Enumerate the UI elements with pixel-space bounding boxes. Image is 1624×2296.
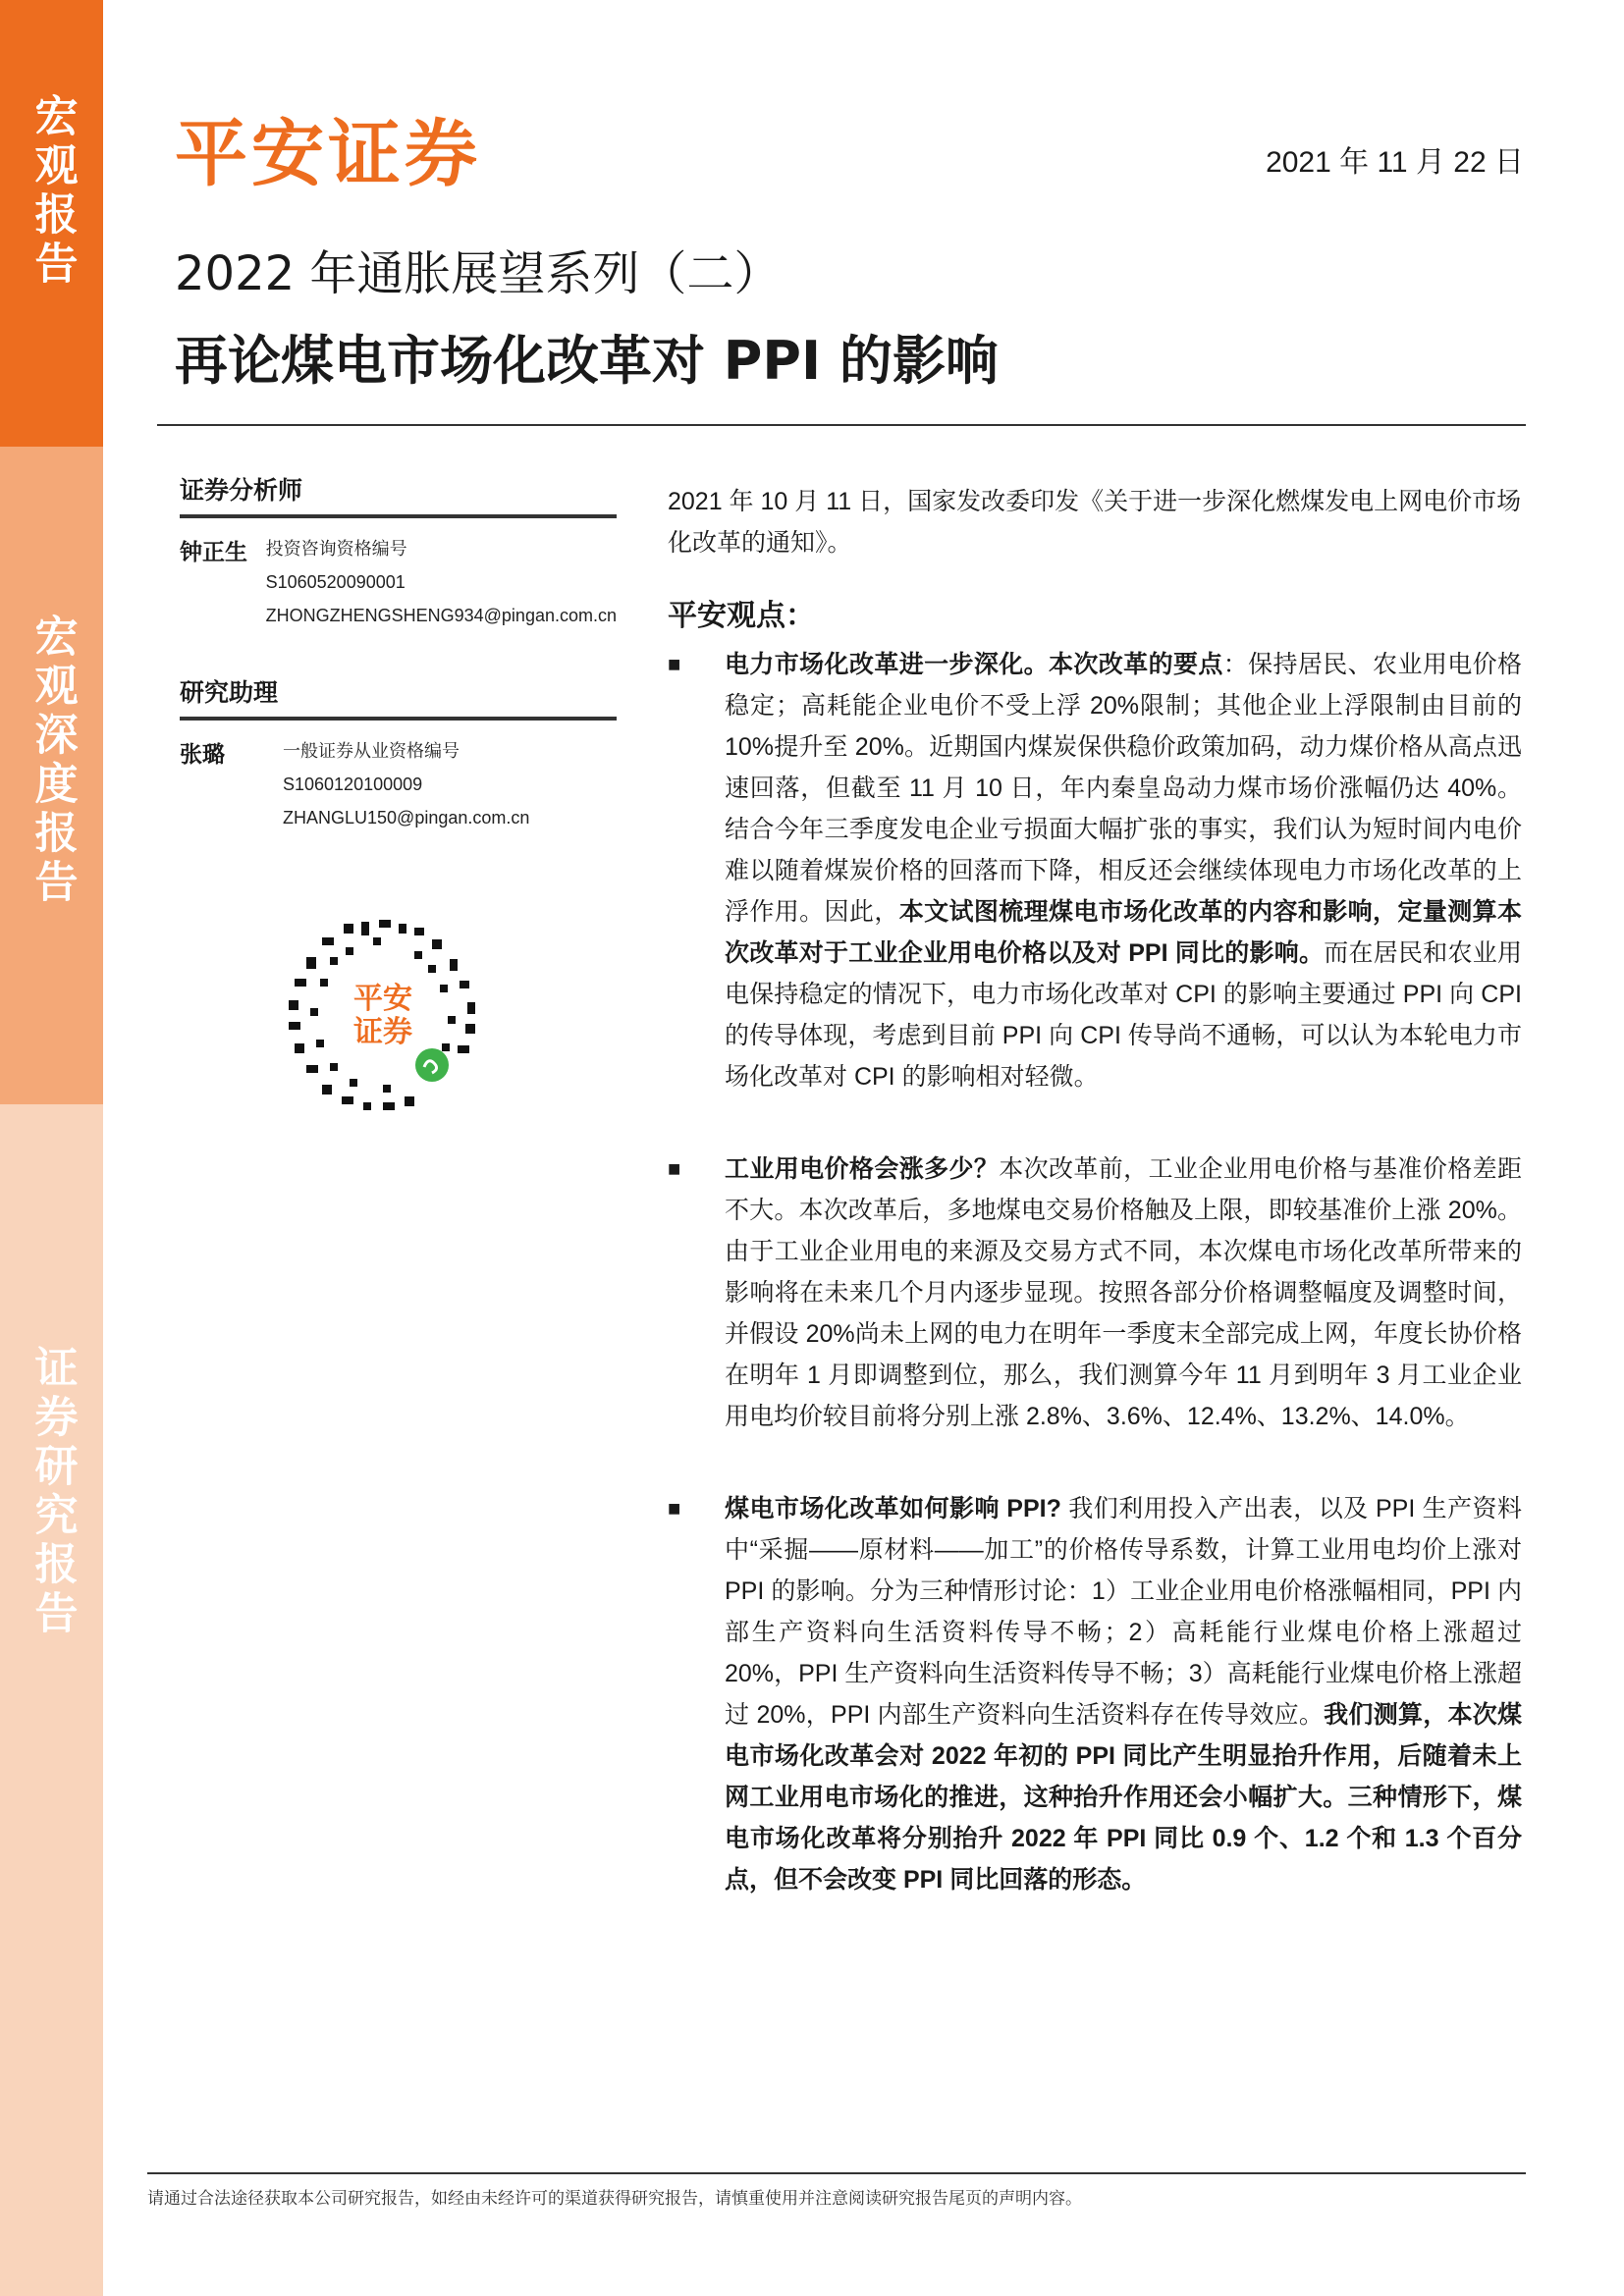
analyst-entry (180, 532, 617, 632)
title-divider (157, 424, 1526, 426)
report-summary (668, 481, 1522, 1951)
bullet-segment: 本次改革前，工业企业用电价格与基准价格差距不大。本次改革后，多地煤电交易价格触及上限，即较基准价上涨 20%。由于工业企业用电的来源及交易方式不同，本次煤电市场化改革所带来的影响将在未来几个月内逐步显现。按照各部分价格调整幅度及调整时间，并假设 20%尚未上网的电力在明年一季度末全部完成上网，年度长协价格在明年 1 月即调整到位，那么，我们测算今年 11 月到明年 3 月工业企业用电均价较目前将分别上涨 2.8%、3.6%、12.4%、13.2%、14.0%。 (725, 1155, 1522, 1430)
qr-code[interactable] (285, 918, 481, 1114)
bullet-segment: 我们利用投入产出表，以及 PPI 生产资料中“采掘——原材料——加工”的价格传导系数，计算工业用电均价上涨对 PPI 的影响。分为三种情形讨论：1）工业企业用电价格涨幅相同，PPI 内部生产资料向生活资料传导不畅；2）高耗能行业煤电价格上涨超过 20%，PPI 生产资料向生活资料传导不畅；3）高耗能行业煤电价格上涨超过 20%，PPI 内部生产资料向生活资料存在传导效应。 (725, 1495, 1522, 1729)
assistant-info (283, 734, 529, 834)
bullet-segment: 煤电市场化改革如何影响 PPI? (725, 1495, 1061, 1522)
qr-logo-text-2: 证券 (353, 1015, 412, 1049)
bullet-text (725, 1488, 1522, 1900)
bullet-segment: 电力市场化改革进一步深化。本次改革的要点 (725, 651, 1223, 678)
assistant-qualification-label: 一般证券从业资格编号 (283, 741, 460, 761)
bullet-square-icon: ■ (668, 1496, 681, 1521)
assistant-email[interactable]: ZHANGLU150@pingan.com.cn (283, 808, 530, 828)
analyst-info (266, 532, 617, 632)
bullet-text (725, 644, 1522, 1097)
mini-program-icon (415, 1048, 449, 1082)
qr-logo-text-1: 平安 (353, 982, 412, 1016)
sidebar-tab-label: 证券研究报告 (27, 1345, 78, 1639)
analyst-name: 钟正生 (180, 539, 247, 564)
assistant-cert-number: S1060120100009 (283, 774, 423, 794)
assistants-heading: 研究助理 (180, 673, 617, 721)
bullet-segment: 本文试图梳理煤电市场化改革的内容和影响，定量测算本次改革对于工业企业用电价格以及对 PPI 同比的影响。 (725, 898, 1522, 967)
company-logo: 平安证券 (175, 112, 481, 196)
sidebar-tab-label: 宏观报告 (27, 93, 78, 290)
assistant-name: 张璐 (180, 741, 225, 767)
report-date: 2021 年 11 月 22 日 (1266, 146, 1524, 179)
bullet-item (668, 644, 1522, 1097)
sidebar-tab-macro-report (0, 0, 103, 447)
bullet-segment: 我们测算，本次煤电市场化改革会对 2022 年初的 PPI 同比产生明显抬升作用，后随着未上网工业用电市场化的推进，这种抬升作用还会小幅扩大。三种情形下，煤电市场化改革将分别抬升 2022 年 PPI 同比 0.9 个、1.2 个和 1.3 个百分点，但不会改变 PPI 同比回落的形态。 (725, 1701, 1522, 1894)
viewpoint-heading: 平安观点： (668, 600, 815, 632)
footer-divider (147, 2172, 1526, 2174)
intro-paragraph: 2021 年 10 月 11 日，国家发改委印发《关于进一步深化燃煤发电上网电价市场化改革的通知》。 (668, 488, 1522, 557)
sidebar-tab-label: 宏观深度报告 (27, 614, 78, 908)
sidebar-tab-macro-in-depth (0, 447, 103, 1104)
bullet-item (668, 1148, 1522, 1437)
analysts-heading: 证券分析师 (180, 471, 617, 518)
bullet-text (725, 1148, 1522, 1437)
page-title: 再论煤电市场化改革对 PPI 的影响 (175, 330, 999, 392)
bullet-square-icon: ■ (668, 652, 681, 676)
bullet-segment: ：保持居民、农业用电价格稳定；高耗能企业电价不受上浮 20%限制；其他企业上浮限制由目前的 10%提升至 20%。近期国内煤炭保供稳价政策加码，动力煤价格从高点迅速回落，但截至 11 月 10 日，年内秦皇岛动力煤市场价涨幅仍达 40%。结合今年三季度发电企业亏损面大幅扩张的事实，我们认为短时间内电价难以随着煤炭价格的回落而下降，相反还会继续体现电力市场化改革的上浮作用。因此， (725, 651, 1522, 926)
footer-disclaimer: 请通过合法途径获取本公司研究报告，如经由未经许可的渠道获得研究报告，请慎重使用并注意阅读研究报告尾页的声明内容。 (147, 2189, 1082, 2208)
bullet-square-icon: ■ (668, 1156, 681, 1181)
analyst-qualification-label: 投资咨询资格编号 (265, 539, 407, 559)
sidebar-tab-securities-research (0, 1104, 103, 2296)
assistant-entry (180, 734, 617, 834)
analyst-email[interactable]: ZHONGZHENGSHENG934@pingan.com.cn (265, 606, 617, 625)
analyst-cert-number: S1060520090001 (265, 572, 406, 592)
series-title: 2022 年通胀展望系列（二） (175, 246, 782, 301)
bullet-segment: 工业用电价格会涨多少？ (725, 1155, 1000, 1183)
bullet-item (668, 1488, 1522, 1900)
bullet-segment: 而在居民和农业用电保持稳定的情况下，电力市场化改革对 CPI 的影响主要通过 PPI 向 CPI 的传导体现，考虑到目前 PPI 向 CPI 传导尚不通畅，可以认为本轮电力市场化改革对 CPI 的影响相对轻微。 (725, 939, 1522, 1091)
sidebar (0, 0, 103, 2296)
author-panel (180, 471, 617, 834)
